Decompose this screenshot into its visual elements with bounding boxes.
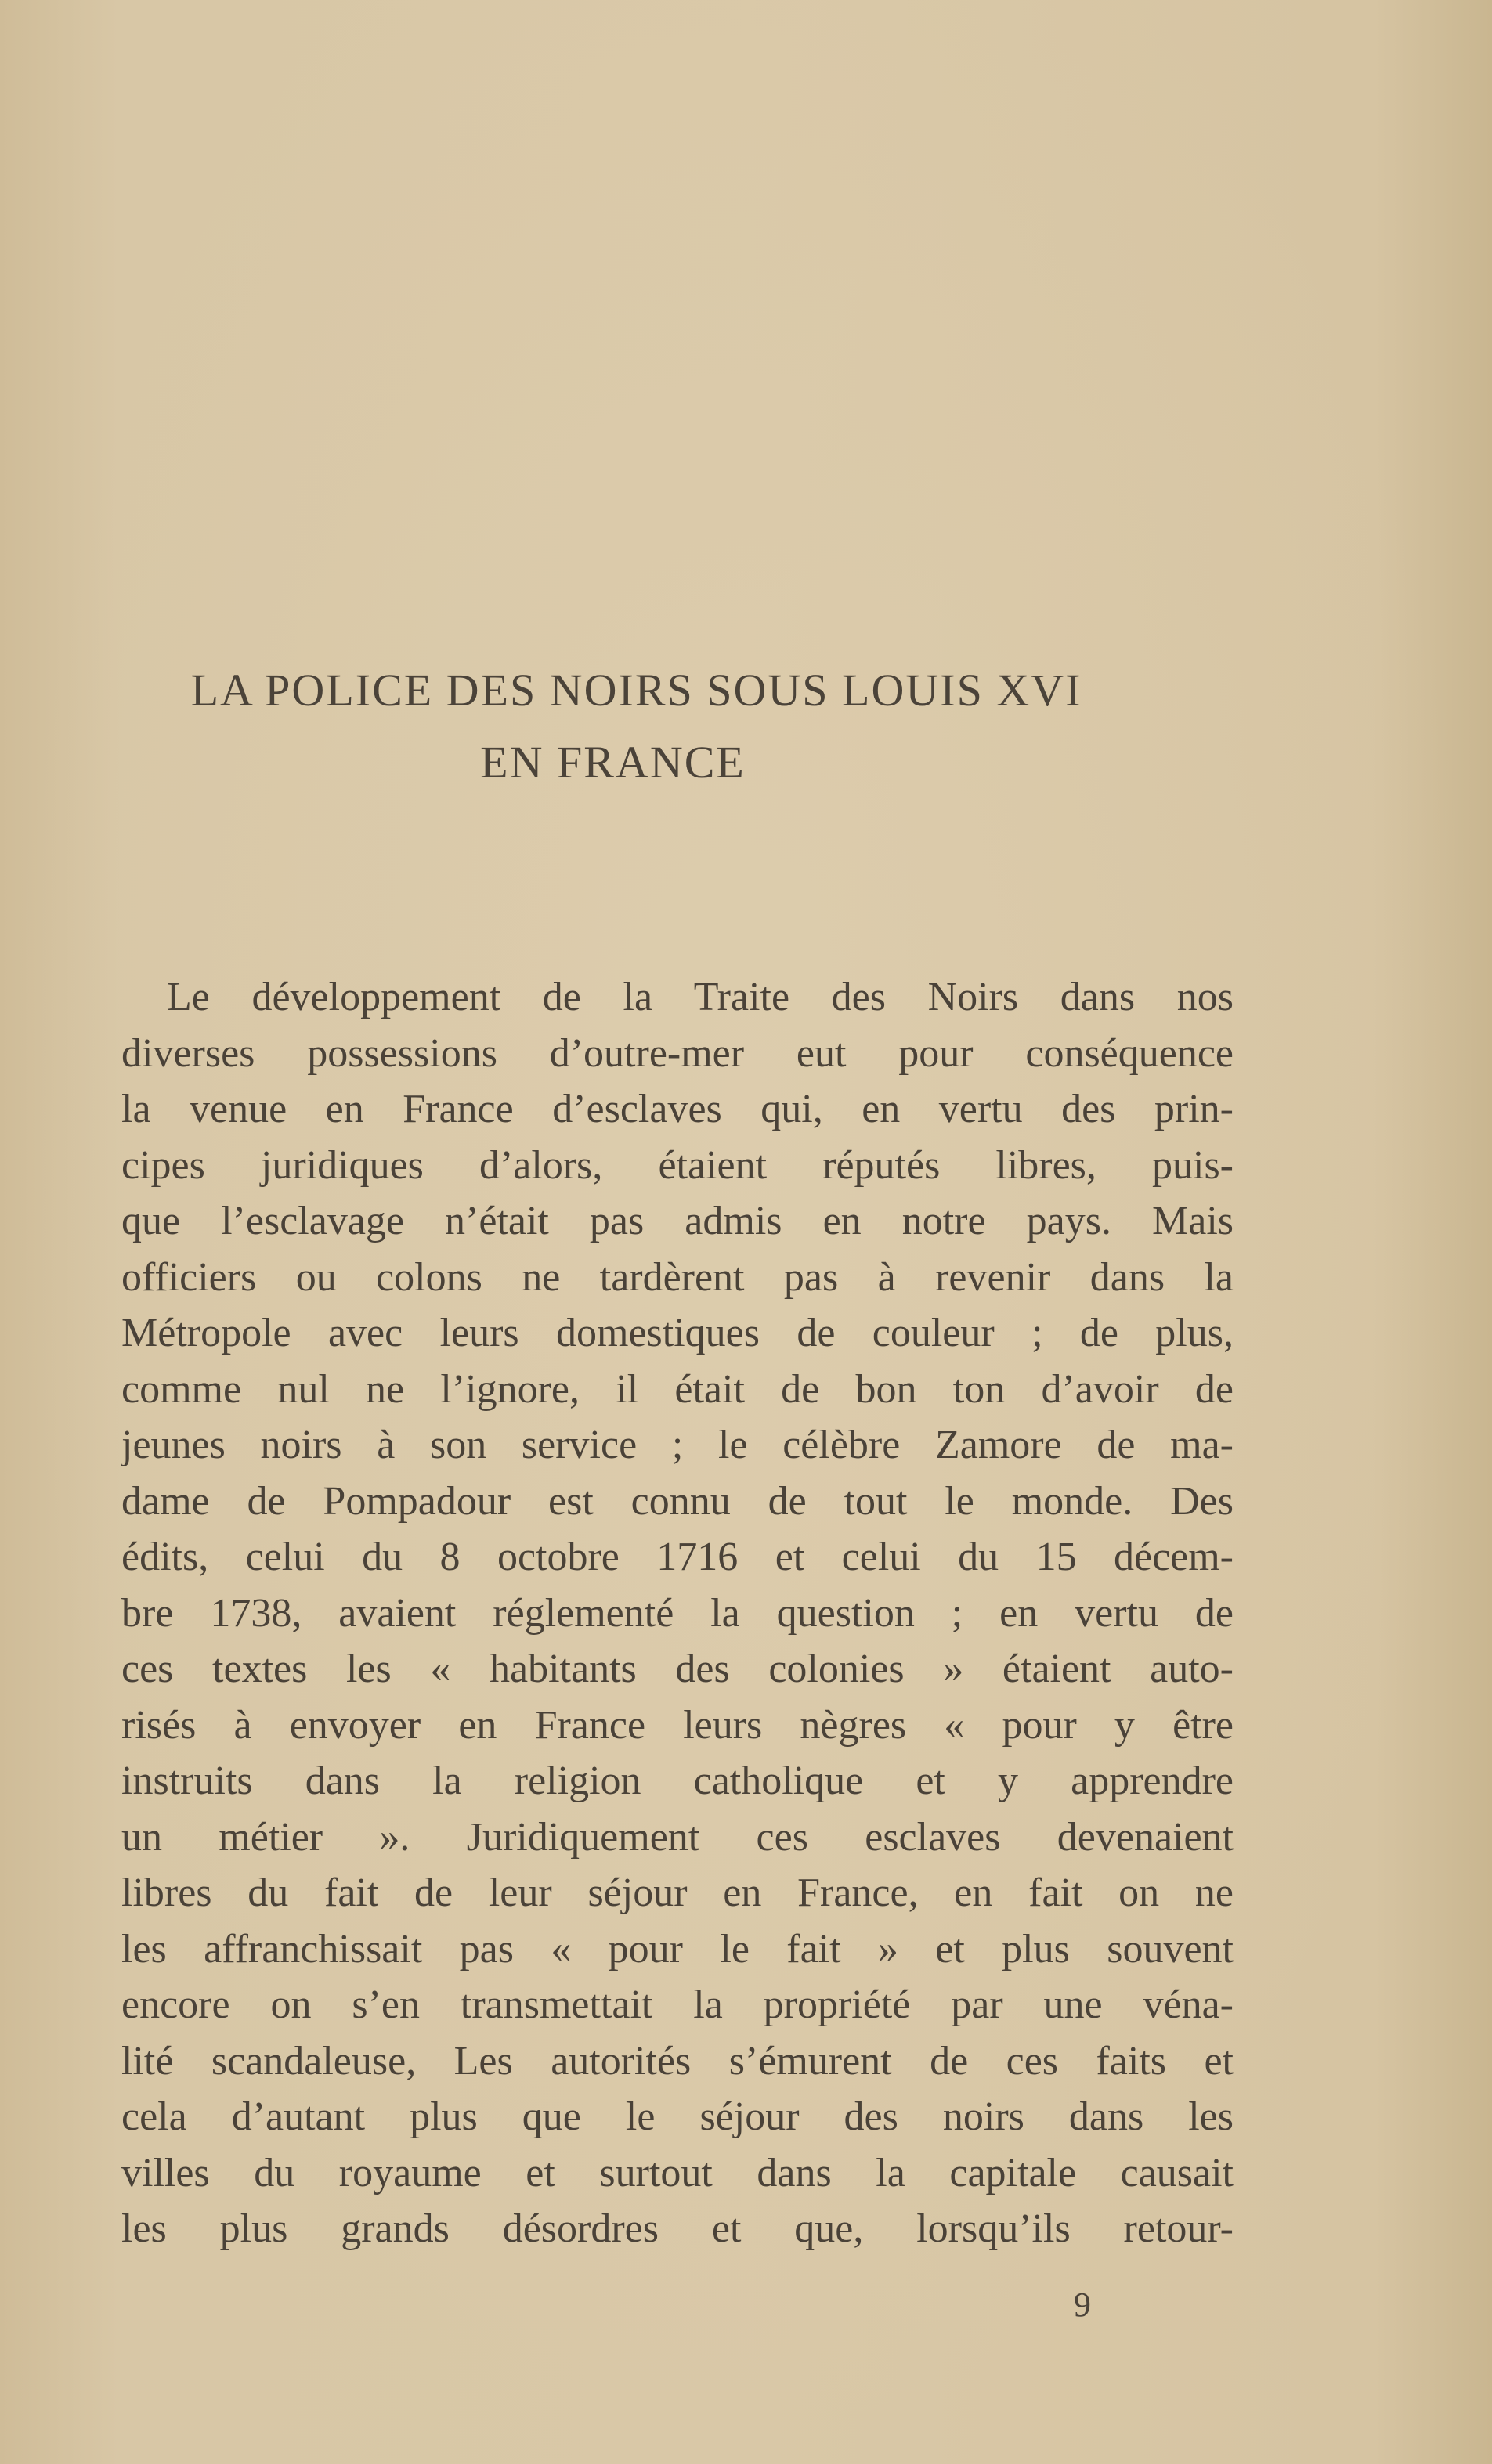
text-line: encore on s’en transmettait la propriété par une véna- [121,1982,1234,2027]
text-line: les affranchissait pas « pour le fait » et plus souvent [121,1926,1234,1972]
text-line: bre 1738, avaient réglementé la question ; en vertu de [121,1590,1234,1636]
text-line: Métropole avec leurs domestiques de couleur ; de plus, [121,1311,1234,1355]
text-line: lité scandaleuse, Les autorités s’émurent de ces faits et [121,2038,1234,2083]
text-line: comme nul ne l’ignore, il était de bon ton d’avoir de [121,1366,1234,1412]
text-line: dame de Pompadour est connu de tout le monde. Des [121,1478,1234,1524]
text-line: cipes juridiques d’alors, étaient réputés libres, puis- [121,1142,1234,1188]
text-line: diverses possessions d’outre-mer eut pour conséquence [121,1030,1234,1076]
text-line: ces textes les « habitants des colonies » étaient auto- [121,1647,1234,1691]
text-line: jeunes noirs à son service ; le célèbre Zamore de ma- [121,1423,1234,1467]
text-line: Le développement de la Traite des Noirs dans nos [167,975,1234,1019]
text-line: les plus grands désordres et que, lorsqu’ils retour- [121,2206,1234,2251]
text-line: libres du fait de leur séjour en France, en fait on ne [121,1871,1234,1915]
text-line: que l’esclavage n’était pas admis en notre pays. Mais [121,1199,1234,1243]
body-paragraph [121,969,1234,2257]
text-line: risés à envoyer en France leurs nègres « pour y être [121,1702,1234,1748]
text-line: cela d’autant plus que le séjour des noirs dans les [121,2094,1234,2139]
text-line: un métier ». Juridiquement ces esclaves devenaient [121,1814,1234,1860]
page-number: 9 [1074,2285,1091,2324]
text-line: officiers ou colons ne tardèrent pas à revenir dans la [121,1254,1234,1300]
chapter-title-line-2: EN FRANCE [480,737,746,788]
chapter-title-line-1: LA POLICE DES NOIRS SOUS LOUIS XVI [190,665,1082,716]
text-line: la venue en France d’esclaves qui, en vertu des prin- [121,1087,1234,1131]
text-line: édits, celui du 8 octobre 1716 et celui du 15 décem- [121,1535,1234,1579]
text-line: villes du royaume et surtout dans la capitale causait [121,2150,1234,2195]
text-line: instruits dans la religion catholique et y apprendre [121,1759,1234,1803]
